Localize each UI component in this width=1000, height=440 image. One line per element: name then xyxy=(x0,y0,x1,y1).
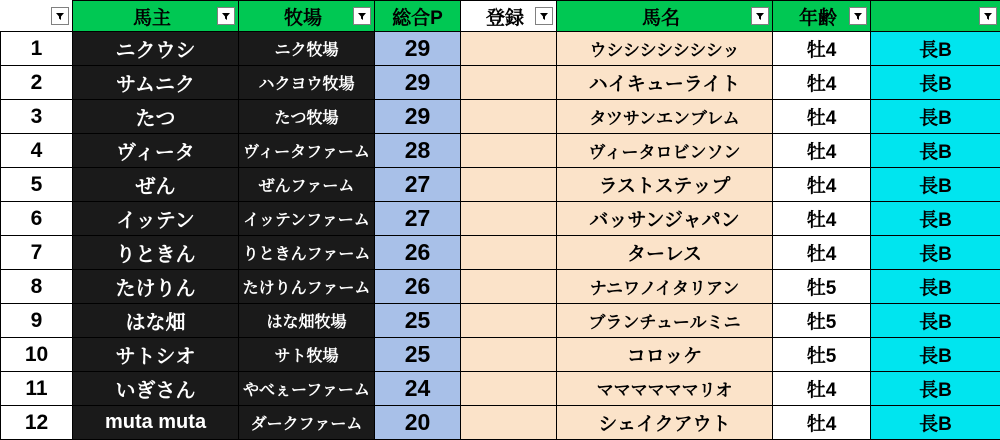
cell-distance: 長B xyxy=(871,270,1000,304)
column-header-rank[interactable] xyxy=(1,1,73,32)
cell-registration xyxy=(461,168,557,202)
cell-registration xyxy=(461,100,557,134)
cell-farm: ダークファーム xyxy=(239,406,375,440)
cell-total-points: 27 xyxy=(375,202,461,236)
cell-distance: 長B xyxy=(871,202,1000,236)
table-row[interactable] xyxy=(1,270,1000,304)
table-row[interactable] xyxy=(1,338,1000,372)
cell-registration xyxy=(461,304,557,338)
cell-farm: ハクヨウ牧場 xyxy=(239,66,375,100)
cell-rank: 5 xyxy=(1,168,73,202)
cell-horse-name: タツサンエンブレム xyxy=(557,100,773,134)
cell-total-points: 29 xyxy=(375,100,461,134)
cell-farm: やべぇーファーム xyxy=(239,372,375,406)
column-header-age[interactable] xyxy=(773,1,871,32)
cell-total-points: 20 xyxy=(375,406,461,440)
cell-distance: 長B xyxy=(871,32,1000,66)
cell-total-points: 27 xyxy=(375,168,461,202)
cell-rank: 11 xyxy=(1,372,73,406)
table-body xyxy=(1,32,1000,440)
cell-registration xyxy=(461,270,557,304)
cell-horse-name: シェイクアウト xyxy=(557,406,773,440)
cell-horse-name: ヴィータロビンソン xyxy=(557,134,773,168)
cell-registration xyxy=(461,66,557,100)
cell-rank: 2 xyxy=(1,66,73,100)
cell-age: 牡4 xyxy=(773,202,871,236)
cell-total-points: 26 xyxy=(375,270,461,304)
cell-rank: 9 xyxy=(1,304,73,338)
cell-rank: 6 xyxy=(1,202,73,236)
table-row[interactable] xyxy=(1,100,1000,134)
table-row[interactable] xyxy=(1,168,1000,202)
cell-owner: ぜん xyxy=(73,168,239,202)
cell-registration xyxy=(461,134,557,168)
filter-dropdown-icon[interactable] xyxy=(353,7,371,25)
cell-total-points: 29 xyxy=(375,66,461,100)
cell-rank: 3 xyxy=(1,100,73,134)
cell-total-points: 24 xyxy=(375,372,461,406)
column-header-owner[interactable] xyxy=(73,1,239,32)
cell-age: 牡4 xyxy=(773,66,871,100)
cell-age: 牡4 xyxy=(773,32,871,66)
cell-distance: 長B xyxy=(871,100,1000,134)
column-header-horse-name-label: 馬名 xyxy=(641,7,680,29)
cell-horse-name: ハイキューライト xyxy=(557,66,773,100)
filter-dropdown-icon[interactable] xyxy=(535,7,553,25)
cell-distance: 長B xyxy=(871,134,1000,168)
cell-horse-name: ラストステップ xyxy=(557,168,773,202)
cell-farm: ぜんファーム xyxy=(239,168,375,202)
table-header-row xyxy=(1,1,1000,32)
cell-farm: はな畑牧場 xyxy=(239,304,375,338)
cell-registration xyxy=(461,236,557,270)
cell-total-points: 26 xyxy=(375,236,461,270)
table-row[interactable] xyxy=(1,202,1000,236)
cell-farm: サト牧場 xyxy=(239,338,375,372)
column-header-horse-name[interactable] xyxy=(557,1,773,32)
cell-owner: ヴィータ xyxy=(73,134,239,168)
cell-age: 牡4 xyxy=(773,168,871,202)
cell-horse-name: ママママママリオ xyxy=(557,372,773,406)
column-header-farm[interactable] xyxy=(239,1,375,32)
cell-owner: はな畑 xyxy=(73,304,239,338)
cell-farm: ヴィータファーム xyxy=(239,134,375,168)
table-row[interactable] xyxy=(1,66,1000,100)
filter-dropdown-icon[interactable] xyxy=(849,7,867,25)
filter-dropdown-icon[interactable] xyxy=(751,7,769,25)
column-header-owner-label: 馬主 xyxy=(132,7,171,29)
cell-owner: muta muta xyxy=(73,406,239,440)
column-header-registration[interactable] xyxy=(461,1,557,32)
cell-distance: 長B xyxy=(871,406,1000,440)
cell-distance: 長B xyxy=(871,66,1000,100)
table-row[interactable] xyxy=(1,134,1000,168)
cell-registration xyxy=(461,406,557,440)
cell-rank: 7 xyxy=(1,236,73,270)
cell-owner: サトシオ xyxy=(73,338,239,372)
cell-total-points: 25 xyxy=(375,304,461,338)
cell-age: 牡5 xyxy=(773,304,871,338)
cell-total-points: 29 xyxy=(375,32,461,66)
cell-horse-name: ターレス xyxy=(557,236,773,270)
cell-rank: 12 xyxy=(1,406,73,440)
cell-farm: イッテンファーム xyxy=(239,202,375,236)
table-row[interactable] xyxy=(1,406,1000,440)
column-header-total-points[interactable] xyxy=(375,1,461,32)
cell-distance: 長B xyxy=(871,304,1000,338)
cell-registration xyxy=(461,202,557,236)
cell-horse-name: バッサンジャパン xyxy=(557,202,773,236)
column-header-farm-label: 牧場 xyxy=(283,7,322,29)
cell-distance: 長B xyxy=(871,372,1000,406)
cell-owner: いぎさん xyxy=(73,372,239,406)
cell-registration xyxy=(461,32,557,66)
cell-horse-name: コロッケ xyxy=(557,338,773,372)
cell-total-points: 25 xyxy=(375,338,461,372)
cell-rank: 8 xyxy=(1,270,73,304)
cell-owner: ニクウシ xyxy=(73,32,239,66)
cell-age: 牡4 xyxy=(773,236,871,270)
cell-rank: 10 xyxy=(1,338,73,372)
cell-owner: サムニク xyxy=(73,66,239,100)
cell-horse-name: ナニワノイタリアン xyxy=(557,270,773,304)
cell-age: 牡5 xyxy=(773,270,871,304)
cell-distance: 長B xyxy=(871,236,1000,270)
column-header-total-points-label: 総合P xyxy=(392,7,443,29)
cell-farm: たつ牧場 xyxy=(239,100,375,134)
cell-age: 牡4 xyxy=(773,406,871,440)
filter-dropdown-icon[interactable] xyxy=(217,7,235,25)
cell-age: 牡4 xyxy=(773,100,871,134)
cell-farm: ニク牧場 xyxy=(239,32,375,66)
table-row[interactable] xyxy=(1,304,1000,338)
cell-rank: 1 xyxy=(1,32,73,66)
cell-age: 牡4 xyxy=(773,134,871,168)
filter-dropdown-icon[interactable] xyxy=(979,7,997,25)
table-row[interactable] xyxy=(1,32,1000,66)
cell-owner: たつ xyxy=(73,100,239,134)
filter-dropdown-icon[interactable] xyxy=(51,7,69,25)
column-header-distance[interactable] xyxy=(871,1,1000,32)
cell-owner: たけりん xyxy=(73,270,239,304)
cell-distance: 長B xyxy=(871,338,1000,372)
cell-horse-name: ウシシシシシシシッ xyxy=(557,32,773,66)
cell-farm: たけりんファーム xyxy=(239,270,375,304)
cell-owner: りときん xyxy=(73,236,239,270)
cell-age: 牡4 xyxy=(773,372,871,406)
table-row[interactable] xyxy=(1,236,1000,270)
column-header-registration-label: 登録 xyxy=(485,7,524,29)
cell-total-points: 28 xyxy=(375,134,461,168)
cell-registration xyxy=(461,372,557,406)
table-row[interactable] xyxy=(1,372,1000,406)
cell-age: 牡5 xyxy=(773,338,871,372)
cell-distance: 長B xyxy=(871,168,1000,202)
column-header-age-label: 年齢 xyxy=(798,7,837,29)
cell-rank: 4 xyxy=(1,134,73,168)
cell-horse-name: ブランチュールミニ xyxy=(557,304,773,338)
cell-registration xyxy=(461,338,557,372)
cell-owner: イッテン xyxy=(73,202,239,236)
cell-farm: りときんファーム xyxy=(239,236,375,270)
